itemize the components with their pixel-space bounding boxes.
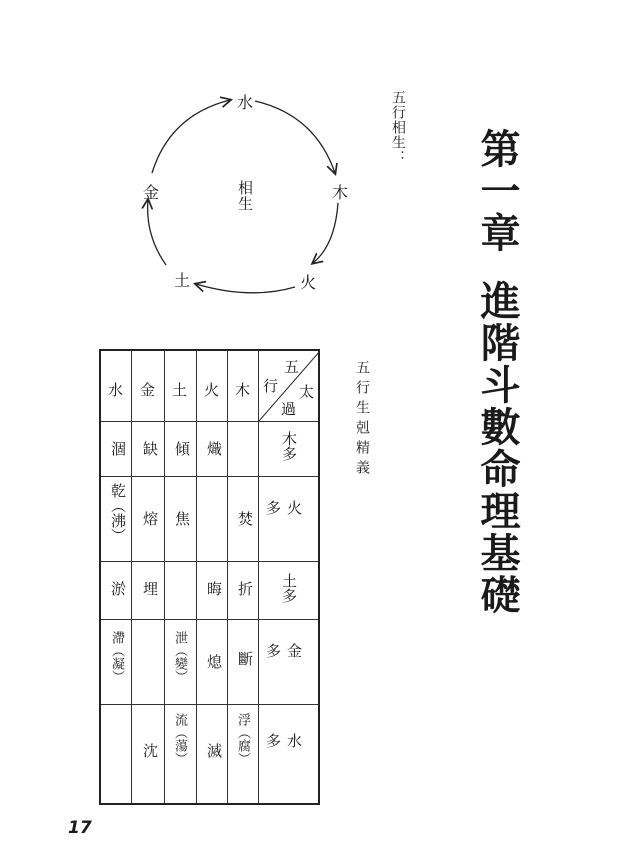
wuxing-excess-table bbox=[99, 349, 320, 805]
column-header: 火 bbox=[204, 381, 220, 399]
corner-top: 五 bbox=[284, 358, 300, 376]
row-label: 土多 bbox=[280, 573, 298, 603]
section-label-sheng: 五行相生： bbox=[390, 90, 406, 165]
table-cell: 流（蕩） bbox=[172, 713, 187, 765]
table-cell: 晦 bbox=[205, 581, 223, 596]
row-label-char: 火多 bbox=[264, 499, 303, 543]
column-header: 金 bbox=[140, 381, 156, 399]
chapter-heading: 第一章 bbox=[474, 128, 521, 254]
page-number: 17 bbox=[68, 818, 92, 838]
table-cell: 淤 bbox=[109, 581, 127, 596]
table-cell: 乾（沸） bbox=[109, 483, 127, 543]
corner-left: 行 bbox=[263, 377, 279, 395]
arrow-fire-to-earth bbox=[196, 284, 295, 293]
row-label-char: 金多 bbox=[264, 642, 303, 686]
table-cell: 沈 bbox=[141, 743, 159, 758]
arrow-wood-to-fire bbox=[313, 203, 338, 263]
table-cell: 埋 bbox=[141, 581, 159, 596]
column-header: 木 bbox=[235, 381, 251, 399]
arrow-metal-to-water bbox=[152, 100, 230, 173]
table-cell: 熄 bbox=[205, 654, 223, 669]
table-cell: 涸 bbox=[109, 441, 127, 456]
node-fire: 火 bbox=[300, 273, 317, 292]
table-cell: 斷 bbox=[236, 651, 254, 666]
node-wood: 木 bbox=[332, 183, 349, 202]
arrow-water-to-wood bbox=[255, 101, 335, 173]
table-cell: 泄（變） bbox=[172, 631, 187, 683]
table-cell: 焚 bbox=[236, 511, 254, 526]
table-cell: 折 bbox=[236, 581, 254, 596]
table-cell: 缺 bbox=[141, 441, 159, 456]
table-cell: 滅 bbox=[205, 743, 223, 758]
row-label: 木多 bbox=[280, 431, 298, 461]
table-cell: 滯（凝） bbox=[109, 631, 124, 683]
node-earth: 土 bbox=[174, 271, 191, 290]
section-label-table: 五行生剋精義 bbox=[354, 360, 370, 480]
corner-right: 太 bbox=[299, 383, 315, 401]
table-cell: 浮（腐） bbox=[235, 713, 250, 765]
row-label-char: 水多 bbox=[264, 732, 303, 776]
node-water: 水 bbox=[237, 93, 254, 112]
column-header: 土 bbox=[172, 381, 188, 399]
node-metal: 金 bbox=[143, 183, 160, 202]
column-header: 水 bbox=[108, 381, 124, 399]
cycle-center-label: 相生 bbox=[236, 180, 254, 212]
table-cell: 傾 bbox=[173, 441, 191, 456]
chapter-subtitle: 進階斗數命理基礎 bbox=[474, 280, 521, 616]
table-cell: 熔 bbox=[141, 511, 159, 526]
table-cell: 熾 bbox=[205, 441, 223, 456]
table-cell: 焦 bbox=[173, 511, 191, 526]
arrow-earth-to-metal bbox=[148, 200, 166, 265]
corner-bottom: 過 bbox=[281, 400, 297, 418]
